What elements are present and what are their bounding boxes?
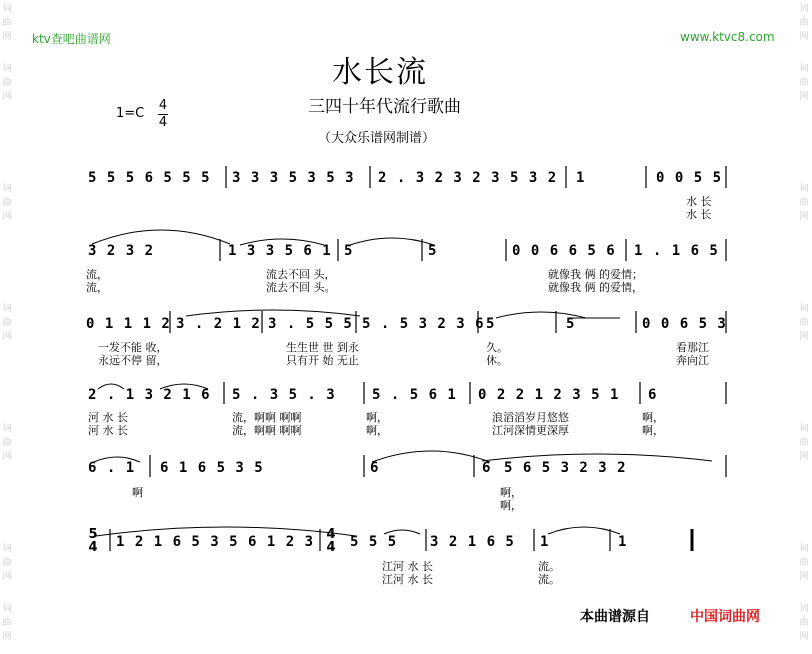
lyric-line-2: 就像我 俩 的爱情， [548,281,643,294]
measure-notes: 6 1 6 5 3 5 [160,460,264,476]
measure-notes: 1 . 1 6 5 [634,243,719,259]
lyric-line-2: 啊， [366,424,388,437]
watermark-char: 词 [2,304,12,314]
watermark-char: 词 [799,424,809,434]
measure-notes: 2 . 3 2 3 2 3 5 3 2 [378,170,558,186]
measure-notes: 0 0 6 5 3 [642,316,727,332]
watermark-char: 曲 [799,198,809,208]
slur [92,230,230,244]
measure-notes: 1 3 3 5 6 1 [228,243,332,259]
watermark-char: 曲 [799,18,809,28]
watermark-char: 网 [2,212,12,222]
source-site-name: 中国词曲网 [690,609,760,625]
measure-notes: 0 2 2 1 2 3 5 1 [478,387,620,403]
lyric-line-2: 水 长 [686,208,712,221]
lyric-line-2: 永远不停 留， [98,354,168,367]
lyric-line-1: 浪滔滔岁月悠悠 [492,411,569,424]
watermark-char: 曲 [2,618,12,628]
key-signature: 1=C [116,106,145,121]
measure-notes: 6 [648,387,658,403]
site-url-right: www.ktvc8.com [680,30,775,44]
watermark-char: 网 [799,632,809,642]
measure-notes: 1 [618,534,628,550]
watermark-char: 词 [799,64,809,74]
watermark-char: 曲 [2,18,12,28]
lyric-line-1: 一发不能 收， [98,341,168,354]
watermark-char: 词 [799,604,809,614]
site-name-left: ktv查吧曲谱网 [32,32,111,46]
measure-notes: 0 0 6 6 5 6 [512,243,616,259]
watermark-char: 网 [799,92,809,102]
watermark-char: 曲 [799,558,809,568]
lyric-line-1: 久。 [486,341,508,354]
meter-top: 5 [88,527,98,542]
lyric-line-2: 流。 [538,573,560,586]
measure-notes: 5 . 5 3 2 3 6 [362,316,485,332]
watermark-char: 网 [2,632,12,642]
watermark-char: 曲 [799,318,809,328]
slur [372,451,490,462]
watermark-char: 词 [2,4,12,14]
watermark-char: 网 [2,332,12,342]
measure-notes: 1 [576,170,586,186]
lyric-line-2: 啊， [642,424,664,437]
lyric-line-1: 啊， [500,486,522,499]
lyric-line-2: 江河 水 长 [382,573,433,586]
measure-notes: 3 2 1 6 5 [430,534,515,550]
lyric-line-1: 啊 [132,486,143,499]
lyric-line-2: 江河深情更深厚 [492,424,569,437]
lyric-line-1: 啊， [642,411,664,424]
measure-notes: 5 . 5 6 1 [372,387,457,403]
lyric-line-2: 奔向江 [676,354,709,367]
measure-notes: 5 [428,243,438,259]
measure-notes: 0 0 5 5 [656,170,723,186]
source-label: 本曲谱源自 [580,609,650,625]
watermark-char: 曲 [2,558,12,568]
lyric-line-2: 只有开 始 无止 [286,354,359,367]
watermark-char: 词 [799,4,809,14]
watermark-char: 词 [799,544,809,554]
lyric-line-1: 流去不回 头， [266,268,336,281]
measure-notes: 6 [482,460,492,476]
lyric-line-1: 看那江 [676,341,709,354]
watermark-char: 网 [799,332,809,342]
song-subtitle: 三四十年代流行歌曲 [308,97,461,117]
measure-notes: 5 [486,316,496,332]
lyric-line-1: 江河 水 长 [382,560,433,573]
watermark-char: 曲 [2,438,12,448]
lyric-line-1: 水 长 [686,195,712,208]
watermark-char: 曲 [2,198,12,208]
watermark-char: 曲 [2,318,12,328]
measure-notes: 5 5 5 6 5 5 5 [88,170,211,186]
measure-notes: 5 . 3 5 . 3 [232,387,336,403]
meter-bottom: 4 [326,540,336,555]
time-signature-top: 4 [158,98,168,113]
measure-notes: 3 2 3 2 [88,243,155,259]
lyric-line-1: 就像我 俩 的爱情； [548,268,643,281]
measure-notes: 5 5 5 [350,534,398,550]
score-credit: （大众乐谱网制谱） [318,131,436,146]
meter-change-5-4 [88,528,98,554]
watermark-char: 网 [799,32,809,42]
measure-notes: 6 . 1 [88,460,136,476]
measure-notes: 3 3 3 5 3 5 3 [232,170,355,186]
lyric-line-2: 流，啊啊 啊啊 [232,424,302,437]
watermark-char: 词 [2,424,12,434]
measure-notes: 3 . 5 5 5 [268,316,353,332]
lyric-line-2: 河 水 长 [88,424,128,437]
measure-notes: 5 [344,243,354,259]
watermark-char: 网 [799,572,809,582]
slur [548,527,620,534]
measure-notes: 1 [540,534,550,550]
lyric-line-1: 河 水 长 [88,411,128,424]
measure-notes: 1 2 1 6 5 3 5 6 1 2 3 [116,534,315,550]
watermark-char: 词 [799,304,809,314]
watermark-char: 词 [2,604,12,614]
measure-notes: 6 [370,460,380,476]
watermark-char: 网 [2,572,12,582]
watermark-char: 词 [799,184,809,194]
lyric-line-1: 流，啊啊 啊啊 [232,411,302,424]
watermark-char: 网 [799,452,809,462]
lyric-line-1: 流， [86,268,108,281]
watermark-char: 网 [2,32,12,42]
watermark-char: 网 [2,452,12,462]
watermark-char: 曲 [799,618,809,628]
lyric-line-2: 流去不回 头。 [266,281,336,294]
lyric-line-2: 啊， [500,499,522,512]
lyric-line-2: 流， [86,281,108,294]
measure-notes: 5 [566,316,576,332]
time-signature-bottom: 4 [158,115,168,130]
song-title: 水长流 [332,55,428,90]
meter-change-4-4 [326,528,336,554]
watermark-char: 曲 [799,78,809,88]
measure-notes: 5 6 5 3 2 3 2 [504,460,627,476]
lyric-line-1: 生生世 世 到永 [286,341,359,354]
watermark-char: 曲 [799,438,809,448]
measure-notes: 3 . 2 1 2 [176,316,261,332]
meter-top: 4 [326,527,336,542]
measure-notes: 0 1 1 1 2 [86,316,171,332]
measure-notes: 2 . 1 3 2 1 6 [88,387,211,403]
watermark-char: 词 [2,184,12,194]
watermark-char: 词 [2,544,12,554]
meter-bottom: 4 [88,540,98,555]
watermark-char: 曲 [2,78,12,88]
lyric-line-2: 休。 [486,354,508,367]
lyric-line-1: 流。 [538,560,560,573]
watermark-char: 网 [2,92,12,102]
watermark-char: 网 [799,212,809,222]
lyric-line-1: 啊， [366,411,388,424]
watermark-char: 词 [2,64,12,74]
